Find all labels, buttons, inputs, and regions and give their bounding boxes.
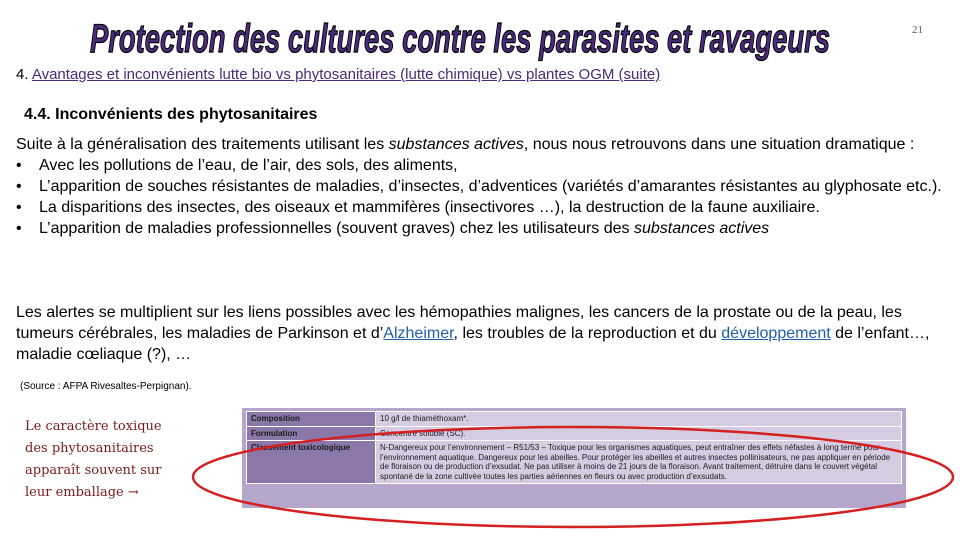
bullet-item: • Avec les pollutions de l’eau, de l’air, des sols, des aliments,: [16, 155, 946, 176]
bullet-text: L’apparition de maladies professionnelles (souvent graves) chez les utilisateurs des: [39, 220, 634, 237]
bullet-item: • L’apparition de souches résistantes de maladies, d’insectes, d’adventices (variétés d’amarantes résistantes au glyphosate etc.).: [16, 176, 946, 197]
highlight-ellipse: [193, 427, 953, 527]
subtitle-text[interactable]: Avantages et inconvénients lutte bio vs phytosanitaires (lutte chimique) vs plantes OGM (suite): [31, 66, 661, 83]
bullet-item: [16, 218, 946, 239]
label-value: Concentré soluble (SC).: [376, 426, 902, 441]
bullet-emphasis: substances actives: [634, 220, 770, 237]
intro-paragraph: [16, 134, 946, 155]
image-caption: Le caractère toxique des phytosanitaires apparaît souvent sur leur emballage →: [25, 419, 162, 500]
body-text: [16, 134, 946, 239]
developpement-link[interactable]: développement: [721, 325, 831, 342]
bullet-list: [16, 155, 946, 239]
page-number: 21: [912, 24, 923, 36]
slide-title: [80, 8, 840, 64]
subtitle-number: 4.: [16, 66, 29, 83]
bullet-item: • La disparitions des insectes, des oiseaux et mammifères (insectivores …), la destruction de la faune auxiliaire.: [16, 197, 946, 218]
alzheimer-link[interactable]: Alzheimer: [383, 325, 454, 342]
label-key: Composition: [247, 412, 376, 427]
slide-title-graphic: [80, 8, 840, 64]
highlight-oval: [188, 423, 958, 531]
intro-text-end: , nous nous retrouvons dans une situation dramatique :: [523, 136, 915, 153]
label-value: 10 g/l de thiaméthoxam*.: [376, 412, 902, 427]
label-key: Classement toxicologique: [247, 441, 376, 484]
section-heading: 4.4. Inconvénients des phytosanitaires: [24, 106, 318, 123]
slide-title-text: Protection des cultures contre les parasites et ravageurs: [90, 17, 830, 61]
alerts-paragraph: [16, 302, 946, 365]
alerts-text: Les alertes se multiplient sur les liens possibles avec les hémopathies malignes, les cancers de la prostate ou de la peau, les tumeurs cérébrales, les maladies de Parkinson et d’: [16, 304, 902, 342]
alerts-text: , les troubles de la reproduction et du: [453, 325, 722, 342]
intro-emphasis: substances actives: [388, 136, 524, 153]
label-key: Formulation: [247, 426, 376, 441]
slide-subtitle: [16, 66, 660, 83]
label-value: N-Dangereux pour l’environnement – R51/53 – Toxique pour les organismes aquatiques, peut entraîner des effets néfastes à long terme pour l’environnement aquatique. Dangereux pour les abeilles. Pour protéger les abeilles et autres insectes pollinisateurs, ne pas appliquer en période de floraison ou de production d’exsudat. Ne pas utiliser à moins de 21 jours de la floraison. Avant traitement, détruire dans le couvert végétal spontané de la zone cultivée toutes les parties aériennes en fleurs ou avec production d’exsudats.: [376, 441, 902, 484]
source-note: (Source : AFPA Rivesaltes-Perpignan).: [20, 381, 192, 392]
alerts-text: de l’enfant…, maladie cœliaque (?), …: [16, 325, 930, 363]
intro-text: Suite à la généralisation des traitements utilisant les: [16, 136, 389, 153]
